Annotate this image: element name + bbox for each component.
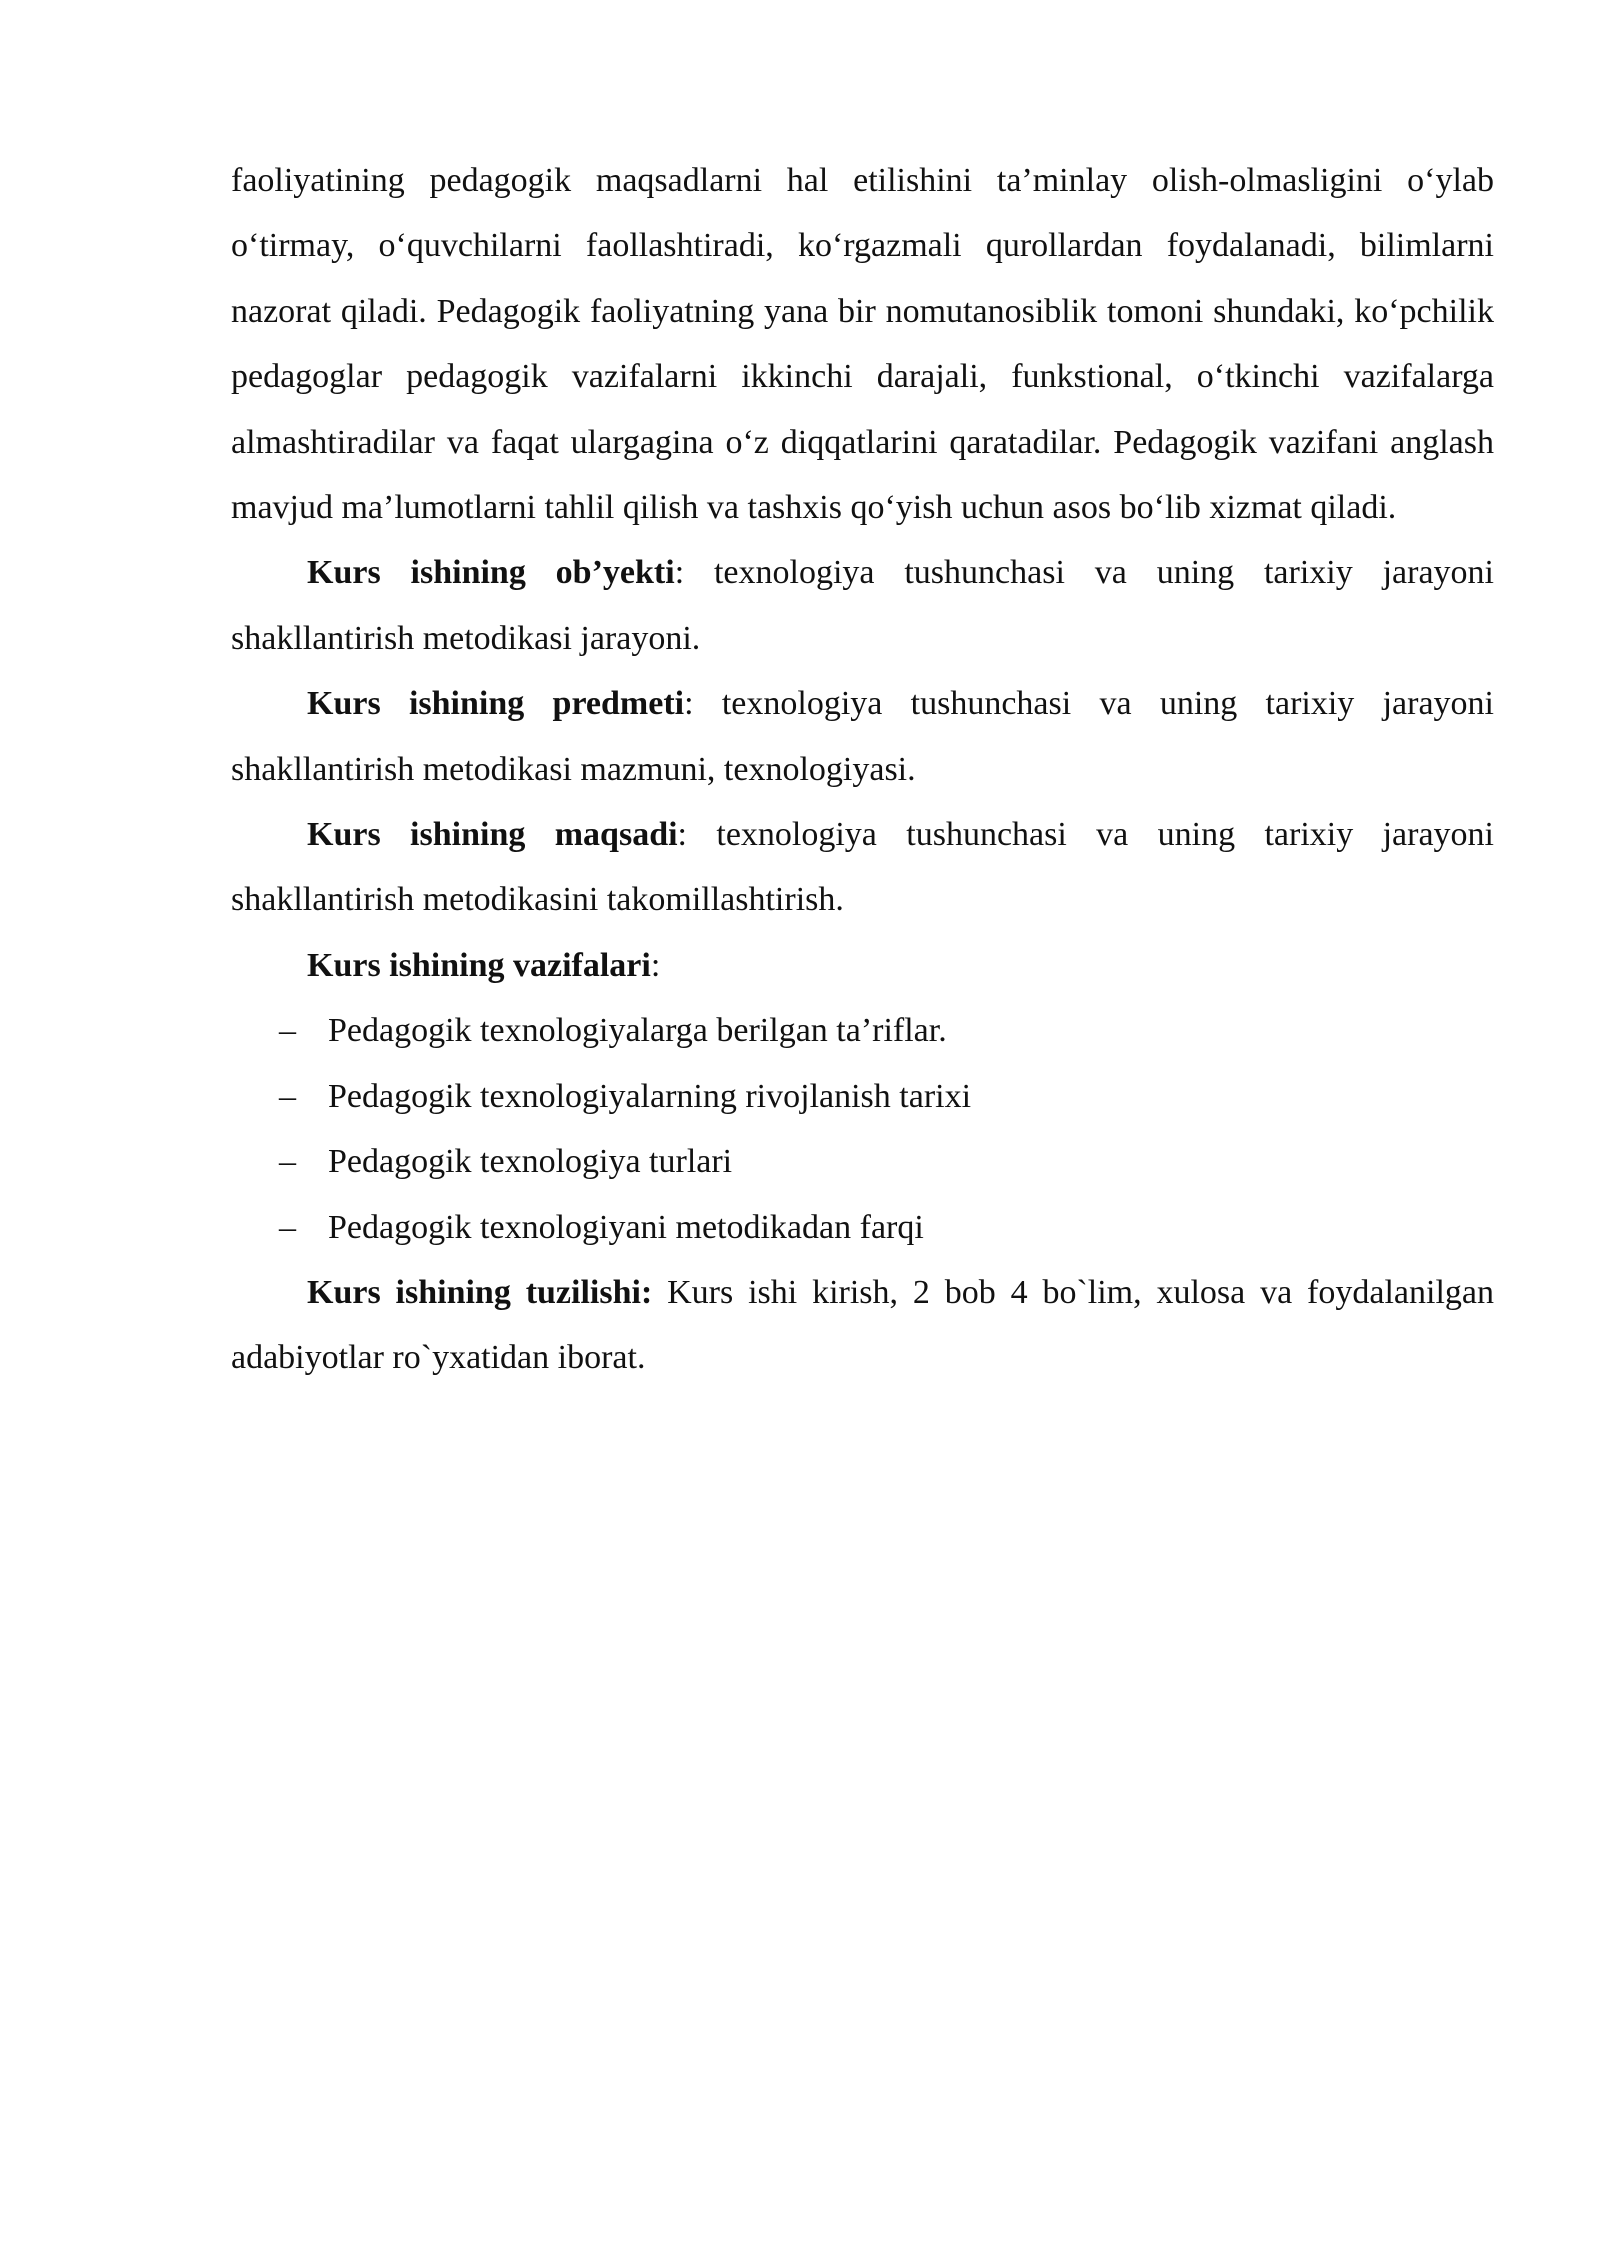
object-text: : texnologiya tushunchasi va uning tarixiy jarayoni shakllantirish metodikasi jarayoni. xyxy=(231,554,1494,657)
structure-term: Kurs ishining tuzilishi: xyxy=(307,1273,653,1311)
list-item xyxy=(231,1195,1494,1260)
dash-bullet: – xyxy=(279,1077,296,1115)
list-item xyxy=(231,1129,1494,1194)
tasks-term: Kurs ishining vazifalari xyxy=(307,946,651,984)
list-item-text: Pedagogik texnologiyalarning rivojlanish tarixi xyxy=(328,1077,972,1115)
object-paragraph xyxy=(231,540,1494,671)
dash-bullet: – xyxy=(279,1012,296,1050)
subject-paragraph xyxy=(231,671,1494,802)
tasks-colon: : xyxy=(650,946,661,984)
list-item xyxy=(231,1064,1494,1129)
goal-text: : texnologiya tushunchasi va uning tarixiy jarayoni shakllantirish metodikasini takomillashtirish. xyxy=(231,816,1494,919)
structure-paragraph xyxy=(231,1260,1494,1391)
subject-text: : texnologiya tushunchasi va uning tarixiy jarayoni shakllantirish metodikasi mazmuni, texnologiyasi. xyxy=(231,685,1494,788)
list-item-text: Pedagogik texnologiya turlari xyxy=(328,1143,733,1181)
structure-text: Kurs ishi kirish, 2 bob 4 bo`lim, xulosa va foydalanilgan adabiyotlar ro`yxatidan iborat. xyxy=(231,1273,1494,1377)
list-item-text: Pedagogik texnologiyani metodikadan farqi xyxy=(328,1208,924,1246)
goal-term: Kurs ishining maqsadi xyxy=(307,816,678,854)
goal-paragraph xyxy=(231,802,1494,933)
object-term: Kurs ishining ob’yekti xyxy=(307,554,675,592)
subject-term: Kurs ishining predmeti xyxy=(307,685,685,723)
tasks-list xyxy=(231,998,1494,1260)
tasks-heading xyxy=(231,933,1494,998)
list-item-text: Pedagogik texnologiyalarga berilgan ta’riflar. xyxy=(328,1012,947,1050)
intro-paragraph: faoliyatining pedagogik maqsadlarni hal etilishini ta’minlay olish-olmasligini o‘ylab o‘tirmay, o‘quvchilarni faollashtiradi, ko‘rgazmali qurollardan foydalanadi, bilimlarni nazorat qiladi. Pedagogik faoliyatning yana bir nomutanosiblik tomoni shundaki, ko‘pchilik pedagoglar pedagogik vazifalarni ikkinchi darajali, funkstional, o‘tkinchi vazifalarga almashtiradilar va faqat ulargagina o‘z diqqatlarini qaratadilar. Pedagogik vazifani anglash mavjud ma’lumotlarni tahlil qilish va tashxis qo‘yish uchun asos bo‘lib xizmat qiladi. xyxy=(231,162,1494,527)
dash-bullet: – xyxy=(279,1208,296,1246)
document-page xyxy=(231,148,1494,1391)
list-item xyxy=(231,998,1494,1063)
dash-bullet: – xyxy=(279,1143,296,1181)
